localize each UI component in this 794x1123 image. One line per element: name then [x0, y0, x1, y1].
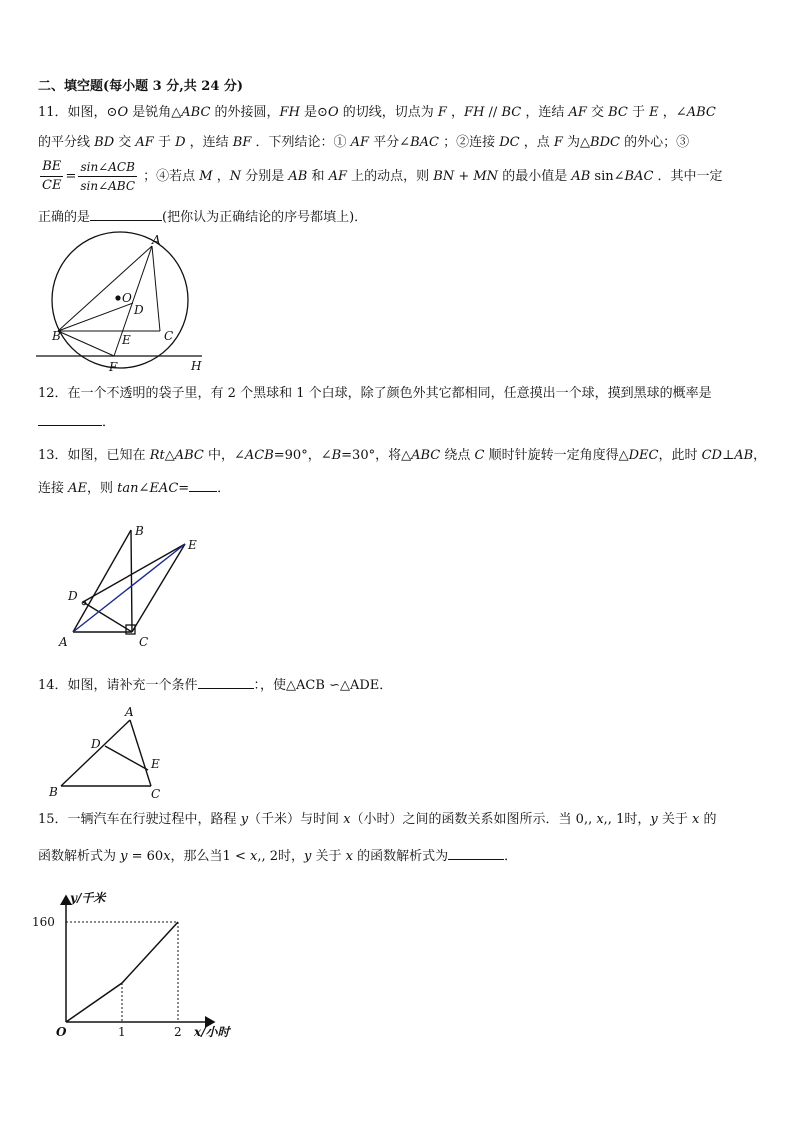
q15-text: ． — [504, 849, 518, 864]
q13-text: ，此时 — [658, 448, 702, 463]
q11-text: 的最小值是 — [498, 169, 572, 184]
q11-math: FH — [464, 105, 485, 120]
q13-math: DEC — [628, 448, 659, 463]
q11-text: ，连结 — [185, 135, 233, 150]
q14-line-1 — [38, 676, 392, 695]
label-a: A — [152, 233, 161, 247]
q13-math: B — [331, 448, 342, 463]
q15-math: x — [249, 849, 258, 864]
q13-text: ，则 — [87, 481, 118, 496]
q11-text: ⊙ — [106, 105, 118, 120]
q11-line-4 — [38, 208, 367, 227]
answer-blank[interactable] — [90, 208, 162, 221]
q11-text: 的外心；③ — [619, 135, 690, 150]
q13-math: ABC — [411, 448, 441, 463]
q11-text: (把你认为正确结论的序号都填上)． — [162, 210, 368, 225]
q11-text: 的外接圆， — [210, 105, 280, 120]
q13-math: C — [474, 448, 485, 463]
segment-bf — [58, 331, 114, 356]
q11-math: AF — [350, 135, 370, 150]
q11-text: ， — [212, 169, 230, 184]
label-c: C — [151, 787, 161, 801]
q13-math: ACB — [244, 448, 274, 463]
q13-text: △ — [164, 448, 175, 463]
q11-line-3 — [38, 158, 723, 195]
q15-text: 关于 — [311, 849, 346, 864]
origin-label: O — [56, 1025, 67, 1039]
segment-de — [83, 544, 185, 602]
q13-text: =30°，将△ — [341, 448, 412, 463]
q15-text: （小时）之间的函数关系如图所示．当 0 — [350, 812, 584, 827]
label-o: O — [122, 291, 132, 305]
q13-text: = — [178, 481, 190, 496]
q11-text: ；④若点 — [139, 169, 200, 184]
figure-13 — [55, 522, 215, 652]
segment-ae — [73, 544, 185, 632]
q11-math: AF — [568, 105, 587, 120]
q13-math: ABC — [174, 448, 204, 463]
q11-line-2 — [38, 134, 689, 152]
answer-blank[interactable] — [189, 479, 217, 492]
segment-ac — [130, 720, 151, 786]
q11-text: ．其中一定 — [653, 169, 723, 184]
q11-line-1 — [38, 104, 716, 122]
q12-line-2 — [38, 413, 115, 432]
q15-line-1 — [38, 811, 716, 829]
q11-math: FH — [279, 105, 300, 120]
q11-text: 于 — [153, 135, 176, 150]
q15-math: x — [345, 849, 353, 864]
label-e: E — [188, 538, 197, 552]
section-title: 二、填空题(每小题 3 分,共 24 分) — [38, 79, 244, 94]
q11-math: F — [553, 135, 563, 150]
q11-text: ， — [446, 105, 465, 120]
circumcircle — [52, 232, 188, 368]
q11-math: D — [175, 135, 186, 150]
center-o-dot — [115, 295, 120, 300]
q11-text: ，连结 — [521, 105, 569, 120]
q13-math: tan — [117, 481, 139, 496]
q15-math: y — [120, 849, 128, 864]
q11-text: 上的动点，则 — [347, 169, 434, 184]
answer-blank[interactable] — [448, 847, 504, 860]
q13-text: =90°，∠ — [273, 448, 332, 463]
q11-math: BN + MN — [433, 169, 499, 184]
label-d: D — [91, 737, 101, 751]
q11-text: ，点 — [519, 135, 554, 150]
q11-text: 为△ — [562, 135, 591, 150]
q15-text: ,, — [603, 812, 612, 827]
q15-line-2 — [38, 847, 517, 866]
q11-math: AB — [571, 169, 591, 184]
q15-text: 15．一辆汽车在行驶过程中，路程 — [38, 812, 241, 827]
q15-math: x — [592, 812, 604, 827]
q12-line-1: 12．在一个不透明的袋子里，有 2 个黑球和 1 个白球，除了颜色外其它都相同，任意摸出一个球，摸到黑球的概率是 — [38, 386, 712, 401]
q11-math: BDC — [590, 135, 620, 150]
q15-text: （千米）与时间 — [248, 812, 344, 827]
q15-text: 关于 — [657, 812, 692, 827]
label-d: D — [134, 303, 144, 317]
q15-math: x — [691, 812, 700, 827]
figure-14 — [45, 702, 175, 801]
equals-sign: = — [65, 169, 77, 184]
label-d: D — [68, 589, 78, 603]
q14-text: ：，使△ACB ∽△ADE． — [253, 678, 393, 693]
q11-text: 交 — [586, 105, 609, 120]
segment-ab — [61, 720, 130, 786]
q13-math: EAC — [149, 481, 179, 496]
fraction-numerator: sin∠ACB — [78, 158, 137, 177]
q13-math: AE — [68, 481, 88, 496]
label-b: B — [135, 524, 144, 538]
q15-math: y — [304, 849, 312, 864]
q13-text: 中，∠ — [203, 448, 245, 463]
q11-text: 是锐角△ — [128, 105, 182, 120]
q13-line-2 — [38, 479, 230, 498]
q15-text: 的函数解析式为 — [352, 849, 449, 864]
q11-math: BAC — [410, 135, 439, 150]
q13-line-1 — [38, 447, 766, 465]
segment-ec — [132, 544, 185, 632]
q13-text: ， — [753, 448, 767, 463]
q13-math: CD — [701, 448, 722, 463]
tick-label-2: 2 — [174, 1025, 182, 1039]
q11-text: 11．如图， — [38, 105, 107, 120]
label-a: A — [125, 705, 134, 719]
segment-bd — [58, 303, 133, 331]
q11-math: BF — [232, 135, 252, 150]
q15-math: y — [650, 812, 658, 827]
label-e: E — [151, 757, 160, 771]
label-a: A — [59, 635, 68, 649]
q11-math: O — [327, 105, 339, 120]
q11-text: 于 — [627, 105, 650, 120]
segment-dc — [83, 602, 132, 632]
q11-text: 平分∠ — [369, 135, 411, 150]
label-f: F — [109, 360, 118, 374]
tick-label-1: 1 — [118, 1025, 126, 1039]
q15-text: 函数解析式为 — [38, 849, 121, 864]
q11-text: sin∠ — [590, 169, 625, 184]
q11-math: AF — [135, 135, 154, 150]
label-e: E — [122, 333, 131, 347]
q15-text: ,, — [257, 849, 266, 864]
q11-text: 正确的是 — [38, 210, 91, 225]
q11-text: ．下列结论：① — [251, 135, 351, 150]
q11-math: ABC — [686, 105, 716, 120]
q11-text: 是⊙ — [299, 105, 328, 120]
q11-math: BD — [94, 135, 115, 150]
segment-ac — [152, 246, 160, 331]
q13-text: ⊥ — [721, 448, 735, 463]
q13-math: AB — [734, 448, 754, 463]
answer-blank[interactable] — [198, 676, 254, 689]
q11-math: BAC — [624, 169, 654, 184]
tick-label-160: 160 — [32, 915, 55, 929]
y-axis-label: y/千米 — [70, 891, 106, 905]
q11-math: F — [437, 105, 447, 120]
q11-text: 交 — [114, 135, 136, 150]
q11-math: BC — [608, 105, 628, 120]
q11-text: 的切线，切点为 — [338, 105, 438, 120]
figure-11 — [32, 232, 212, 372]
q13-text: 13．如图，已知在 — [38, 448, 150, 463]
q15-text: 的 — [699, 812, 717, 827]
q11-text: ；②连接 — [438, 135, 500, 150]
figure-15-graph — [30, 890, 250, 1038]
label-h: H — [191, 359, 202, 373]
fraction-numerator: BE — [40, 158, 63, 177]
q15-text: = 60 — [127, 849, 164, 864]
answer-blank[interactable] — [38, 413, 102, 426]
label-c: C — [139, 635, 149, 649]
q13-text: 顺时针旋转一定角度得△ — [484, 448, 629, 463]
q11-text: ，∠ — [658, 105, 687, 120]
q11-math: ABC — [181, 105, 211, 120]
q11-math: N — [229, 169, 242, 184]
q15-text: ,, — [583, 812, 593, 827]
q15-math: x — [343, 812, 351, 827]
q11-math: DC — [499, 135, 520, 150]
q11-math: BC — [501, 105, 522, 120]
label-c: C — [164, 329, 174, 343]
fraction-sin-ratio — [78, 158, 137, 195]
q15-text: 1时， — [611, 812, 651, 827]
q13-text: 绕点 — [440, 448, 475, 463]
label-b: B — [52, 329, 61, 343]
segment-bc — [131, 530, 132, 632]
label-b: B — [49, 785, 58, 799]
q14-text: 14．如图，请补充一个条件 — [38, 678, 198, 693]
q11-text: 分别是 — [241, 169, 289, 184]
q11-math: AF — [328, 169, 348, 184]
q11-math: E — [649, 105, 659, 120]
x-axis-label: x/小时 — [194, 1025, 230, 1039]
q15-math: y — [240, 812, 249, 827]
q15-text: 2时， — [265, 849, 304, 864]
q13-math: Rt — [149, 448, 165, 463]
q13-text: 连接 — [38, 481, 69, 496]
q12-text: ． — [102, 415, 116, 430]
q13-text: ． — [217, 481, 231, 496]
q15-text: ，那么当1 < — [170, 849, 250, 864]
fraction-denominator: CE — [42, 178, 62, 193]
q11-math: M — [199, 169, 213, 184]
segment-ab — [73, 530, 131, 632]
segment-af — [114, 246, 152, 356]
q11-math: AB — [288, 169, 308, 184]
fraction-denominator: sin∠ABC — [80, 179, 136, 193]
q11-text: 和 — [307, 169, 329, 184]
q11-text: // — [484, 105, 502, 120]
q13-text: ∠ — [138, 481, 150, 496]
segment-ab — [58, 246, 152, 331]
fraction-be-ce — [40, 158, 63, 195]
q15-math: x — [163, 849, 171, 864]
q11-text: 的平分线 — [38, 135, 95, 150]
q11-math: O — [117, 105, 129, 120]
